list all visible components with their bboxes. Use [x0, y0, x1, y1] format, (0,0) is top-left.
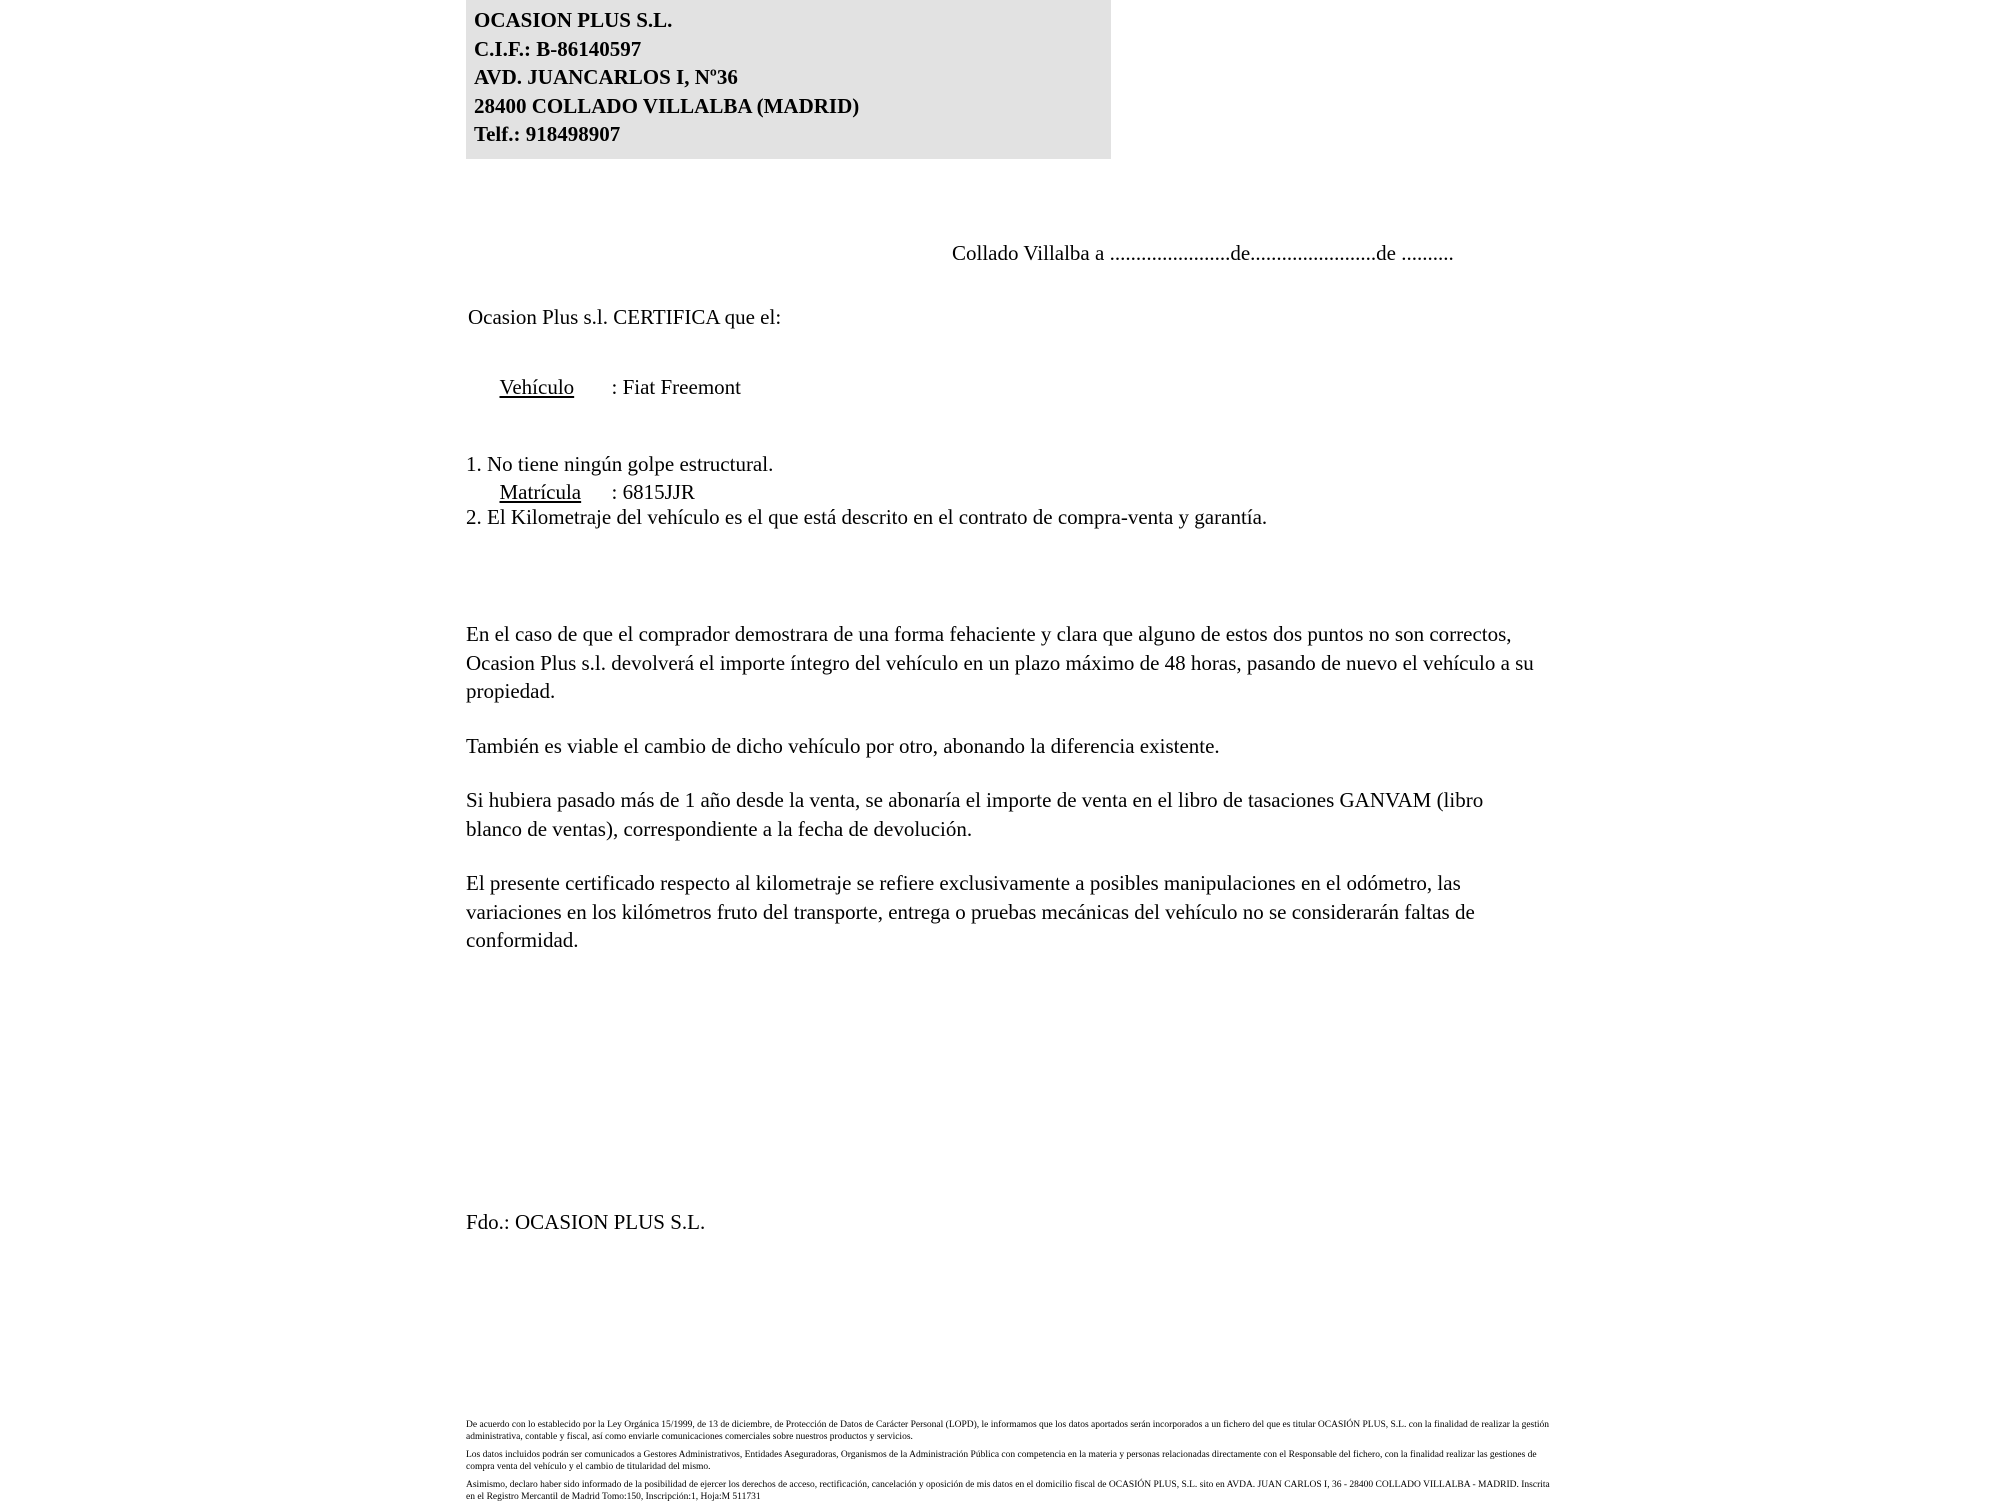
company-name: OCASION PLUS S.L.	[474, 8, 673, 32]
paragraph-4: El presente certificado respecto al kilometraje se refiere exclusivamente a posibles manipulaciones en el odómetro, las variaciones en los kilómetros fruto del transporte, entrega o pruebas mecánicas del vehículo no se considerarán faltas de conformidad.	[466, 871, 1475, 952]
plate-label: Matrícula	[499, 480, 582, 504]
company-cif: C.I.F.: B-86140597	[474, 36, 642, 61]
legal-paragraph-2: Los datos incluidos podrán ser comunicados a Gestores Administrativos, Entidades Aseguradoras, Organismos de la Administración Pública con competencia en la materia y personas relacionadas directamente con el Responsable del fichero, con la finalidad realizar las gestiones de compra venta del vehículo y el cambio de titularidad del mismo.	[466, 1450, 1537, 1473]
legal-paragraph-3: Asimismo, declaro haber sido informado de la posibilidad de ejercer los derechos de acceso, rectificación, cancelación y oposición de mis datos en el domicilio fiscal de OCASIÓN PLUS, S.L. sito en AVDA. JUAN CARLOS I, 36 - 28400 COLLADO VILLALBA - MADRID. Inscrita en el Registro Mercantil de Madrid Tomo:150, Inscripción:1, Hoja:M 511731	[466, 1480, 1550, 1503]
body-text	[466, 620, 1536, 981]
paragraph-2: También es viable el cambio de dicho vehículo por otro, abonando la diferencia existente.	[466, 733, 1220, 758]
paragraph-3: Si hubiera pasado más de 1 año desde la venta, se abonaría el importe de venta en el libro de tasaciones GANVAM (libro blanco de ventas), correspondiente a la fecha de devolución.	[466, 788, 1484, 841]
vehicle-label: Vehículo	[499, 375, 575, 399]
legal-footer	[466, 1419, 1556, 1504]
vehicle-row	[468, 335, 781, 440]
vehicle-value: : Fiat Freemont	[611, 375, 741, 399]
company-city: 28400 COLLADO VILLALBA (MADRID)	[474, 93, 860, 118]
certification-intro: Ocasion Plus s.l. CERTIFICA que el:	[468, 305, 782, 329]
letterhead-block	[466, 0, 1111, 159]
signature-line: Fdo.: OCASION PLUS S.L.	[466, 1210, 706, 1234]
legal-paragraph-1: De acuerdo con lo establecido por la Ley Orgánica 15/1999, de 13 de diciembre, de Protección de Datos de Carácter Personal (LOPD), le informamos que los datos aportados serán incorporados a un fichero del que es titular OCASIÓN PLUS, S.L. con la finalidad de realizar la gestión administrativa, contable y fiscal, así como enviarle comunicaciones comerciales sobre nuestros productos y servicios.	[466, 1420, 1550, 1443]
point-1: 1. No tiene ningún golpe estructural.	[466, 452, 774, 476]
paragraph-1: En el caso de que el comprador demostrara de una forma fehaciente y clara que alguno de estos dos puntos no son correctos, Ocasion Plus s.l. devolverá el importe íntegro del vehículo en un plazo máximo de 48 horas, pasando de nuevo el vehículo a su propiedad.	[466, 622, 1534, 703]
plate-value: : 6815JJR	[611, 480, 695, 504]
company-address: AVD. JUANCARLOS I, Nº36	[474, 65, 738, 89]
date-line: Collado Villalba a .......................de........................de ..........	[952, 241, 1454, 265]
company-phone: Telf.: 918498907	[474, 122, 621, 146]
certified-points	[466, 452, 1267, 558]
point-2: 2. El Kilometraje del vehículo es el que está descrito en el contrato de compra-venta y garantía.	[466, 505, 1268, 529]
